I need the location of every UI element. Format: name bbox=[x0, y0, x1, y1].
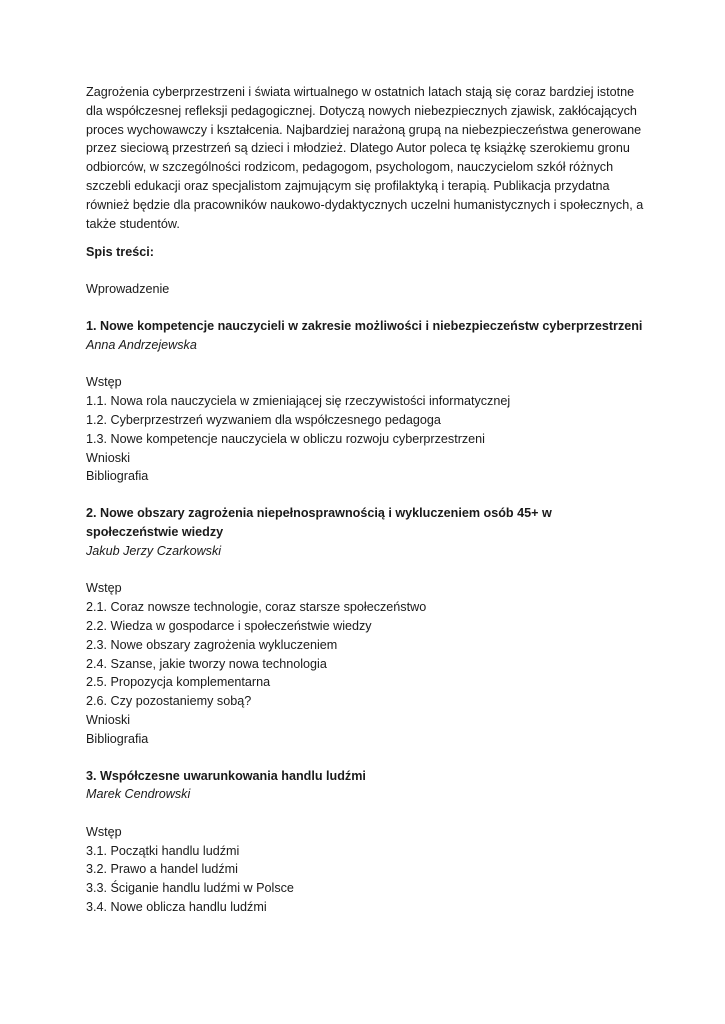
toc-chapter-list bbox=[86, 317, 646, 917]
chapter-title: 3. Współczesne uwarunkowania handlu ludźmi bbox=[86, 768, 366, 783]
toc-chapter bbox=[86, 317, 646, 486]
toc-section-item: 2.2. Wiedza w gospodarce i społeczeństwie wiedzy bbox=[86, 618, 372, 633]
chapter-author: Anna Andrzejewska bbox=[86, 337, 197, 352]
toc-section-item: Wstęp bbox=[86, 375, 122, 390]
toc-chapter bbox=[86, 767, 646, 917]
toc-section-item: 2.4. Szanse, jakie tworzy nowa technologia bbox=[86, 656, 327, 671]
toc-section-item: 3.1. Początki handlu ludźmi bbox=[86, 843, 240, 858]
toc-section-item: 2.6. Czy pozostaniemy sobą? bbox=[86, 694, 252, 709]
chapter-author: Jakub Jerzy Czarkowski bbox=[86, 543, 222, 558]
toc-section-item: 1.2. Cyberprzestrzeń wyzwaniem dla współczesnego pedagoga bbox=[86, 412, 441, 427]
toc-section-item: 1.1. Nowa rola nauczyciela w zmieniającej się rzeczywistości informatycznej bbox=[86, 394, 511, 409]
toc-entry-foreword: Wprowadzenie bbox=[86, 282, 170, 297]
intro-paragraph: Zagrożenia cyberprzestrzeni i świata wirtualnego w ostatnich latach stają się coraz bardziej istotne dla współczesnej refleksji pedagogicznej. Dotyczą nowych niebezpiecznych zjawisk, zakłócających proces wychowawczy i kształcenia. Najbardziej narażoną grupą na niebezpieczeństwa generowane przez sieciową przestrzeń są dzieci i młodzież. Dlatego Autor poleca tę książkę szerokiemu gronu odbiorców, w szczególności rodzicom, pedagogom, psychologom, nauczycielom szkół różnych szczebli edukacji oraz specjalistom zajmującym się profilaktyką i terapią. Publikacja przydatna również będzie dla pracowników naukowo-dydaktycznych uczelni humanistycznych i społecznych, a także studentów. bbox=[86, 85, 644, 231]
toc-section-item: Bibliografia bbox=[86, 469, 149, 484]
toc-section-item: 2.1. Coraz nowsze technologie, coraz starsze społeczeństwo bbox=[86, 600, 427, 615]
toc-section-item: Wnioski bbox=[86, 712, 131, 727]
toc-section-item: 3.4. Nowe oblicza handlu ludźmi bbox=[86, 900, 267, 915]
toc-section-item: 1.3. Nowe kompetencje nauczyciela w obliczu rozwoju cyberprzestrzeni bbox=[86, 431, 485, 446]
toc-section-item: Wstęp bbox=[86, 824, 122, 839]
toc-section-item: 3.3. Ściganie handlu ludźmi w Polsce bbox=[86, 881, 294, 896]
toc-section-item: 2.3. Nowe obszary zagrożenia wykluczeniem bbox=[86, 637, 338, 652]
toc-section-item: 2.5. Propozycja komplementarna bbox=[86, 675, 271, 690]
toc-section-item: Wnioski bbox=[86, 450, 131, 465]
toc-section-item: Bibliografia bbox=[86, 731, 149, 746]
chapter-title: 1. Nowe kompetencje nauczycieli w zakresie możliwości i niebezpieczeństw cyberprzestrzeni bbox=[86, 318, 643, 333]
toc-heading: Spis treści: bbox=[86, 245, 154, 260]
toc-chapter bbox=[86, 504, 646, 748]
chapter-title: 2. Nowe obszary zagrożenia niepełnosprawnością i wykluczeniem osób 45+ w społeczeństwie wiedzy bbox=[86, 506, 552, 539]
toc-section-item: Wstęp bbox=[86, 581, 122, 596]
document-page bbox=[86, 83, 646, 935]
toc-section-item: 3.2. Prawo a handel ludźmi bbox=[86, 862, 238, 877]
chapter-author: Marek Cendrowski bbox=[86, 787, 191, 802]
